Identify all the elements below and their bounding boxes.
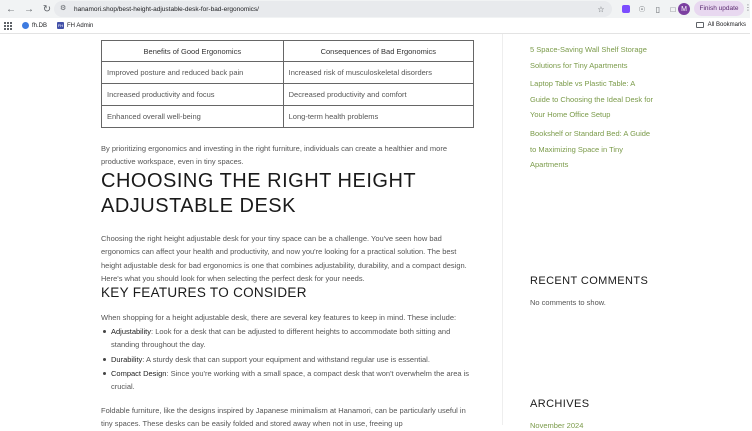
key-features-list (101, 325, 474, 394)
no-comments-text: No comments to show. (530, 298, 606, 307)
bookmark-favicon-icon: FH (57, 23, 64, 28)
bookmark-label: fh.DB (32, 22, 48, 29)
article-heading: CHOOSING THE RIGHT HEIGHT ADJUSTABLE DESK (101, 170, 416, 217)
section-heading: KEY FEATURES TO CONSIDER (101, 285, 307, 300)
feature-desc: : Since you're working with a small space, a compact desk that won't overwhelm the area is crucial. (111, 368, 470, 392)
more-menu-icon[interactable]: ⋮ (744, 3, 752, 12)
forward-arrow-icon[interactable]: → (24, 3, 34, 15)
back-arrow-icon[interactable]: ← (6, 3, 16, 15)
recent-post-link[interactable]: 5 Space-Saving Wall Shelf Storage Solutions for Tiny Apartments (530, 45, 647, 70)
site-settings-icon[interactable]: ⚙ (60, 5, 67, 12)
list-item (101, 325, 474, 352)
recent-posts-list (530, 42, 655, 176)
feature-term: Durability (111, 354, 143, 364)
article-paragraph: Choosing the right height adjustable desk for your tiny space can be a challenge. You've seen how bad ergonomics can affect your health and productivity, and now you're looking for a practical solution. The best height adjustable desk for bad ergonomics is one that combines adjustability, durability, and a compact design. Here's what you should look for when selecting the perfect desk for your needs. (101, 234, 467, 283)
address-url[interactable]: hanamori.shop/best-height-adjustable-desk-for-bad-ergonomics/ (74, 5, 259, 13)
feature-term: Adjustability (111, 327, 152, 336)
extensions-puzzle-icon[interactable]: ▯ (655, 4, 661, 14)
feature-desc: : Look for a desk that can be adjusted to different heights to accommodate both sitting and standing throughout the day. (111, 327, 451, 350)
bookmark-star-icon[interactable]: ☆ (597, 4, 605, 14)
bookmark-fh-admin[interactable] (57, 22, 93, 29)
archives-heading: ARCHIVES (530, 398, 590, 410)
ergonomics-comparison-table (101, 40, 474, 128)
extension-icon[interactable]: ☉ (638, 4, 646, 14)
table-cell: Increased productivity and focus (102, 84, 284, 106)
folder-icon (696, 22, 704, 28)
bookmarks-bar (0, 18, 750, 34)
bookmark-label: FH Admin (67, 22, 94, 29)
table-header-row (102, 41, 474, 62)
table-cell: Increased risk of musculoskeletal disorders (283, 62, 473, 84)
all-bookmarks-label: All Bookmarks (707, 22, 746, 28)
list-item (101, 353, 474, 366)
table-cell: Decreased productivity and comfort (283, 84, 473, 106)
bookmark-favicon-icon (22, 22, 29, 29)
list-item (101, 367, 474, 394)
finish-update-button[interactable]: Finish update (694, 1, 744, 16)
recent-comments-heading: RECENT COMMENTS (530, 275, 649, 287)
feature-term: Compact Design (111, 368, 167, 378)
feature-desc: : A sturdy desk that can support your equipment and withstand regular use is essential. (142, 354, 430, 364)
article-paragraph: By prioritizing ergonomics and investing in the right furniture, individuals can create a healthier and more productive workspace, even in tiny spaces. (101, 144, 448, 167)
table-header-cell: Benefits of Good Ergonomics (102, 41, 284, 62)
extension-icon[interactable] (620, 3, 632, 15)
table-header-cell: Consequences of Bad Ergonomics (283, 41, 473, 62)
profile-avatar[interactable]: M (678, 3, 690, 15)
sidebar-divider (502, 34, 503, 425)
table-cell: Enhanced overall well-being (102, 106, 284, 128)
table-row (102, 84, 474, 106)
all-bookmarks-button[interactable] (696, 22, 746, 28)
article-paragraph: When shopping for a height adjustable desk, there are several key features to keep in mind. These include: (101, 313, 457, 322)
archive-link[interactable]: November 2024 (530, 421, 584, 430)
side-panel-icon[interactable]: □ (670, 4, 676, 14)
reload-icon[interactable]: ↻ (42, 3, 52, 15)
address-bar[interactable] (54, 1, 612, 17)
table-cell: Improved posture and reduced back pain (102, 62, 284, 84)
recent-post-link[interactable]: Laptop Table vs Plastic Table: A Guide to Choosing the Ideal Desk for Your Home Office Setup (530, 79, 653, 120)
table-cell: Long-term health problems (283, 106, 473, 128)
table-row (102, 106, 474, 128)
article-paragraph: Foldable furniture, like the designs inspired by Japanese minimalism at Hanamori, can be particularly useful in tiny spaces. These desks can be easily folded and stored away when not in use, freeing up (101, 406, 466, 429)
bookmark-fh-db[interactable] (22, 22, 47, 29)
recent-post-link[interactable]: Bookshelf or Standard Bed: A Guide to Maximizing Space in Tiny Apartments (530, 128, 651, 170)
table-row (102, 62, 474, 84)
apps-grid-icon[interactable] (4, 22, 12, 30)
